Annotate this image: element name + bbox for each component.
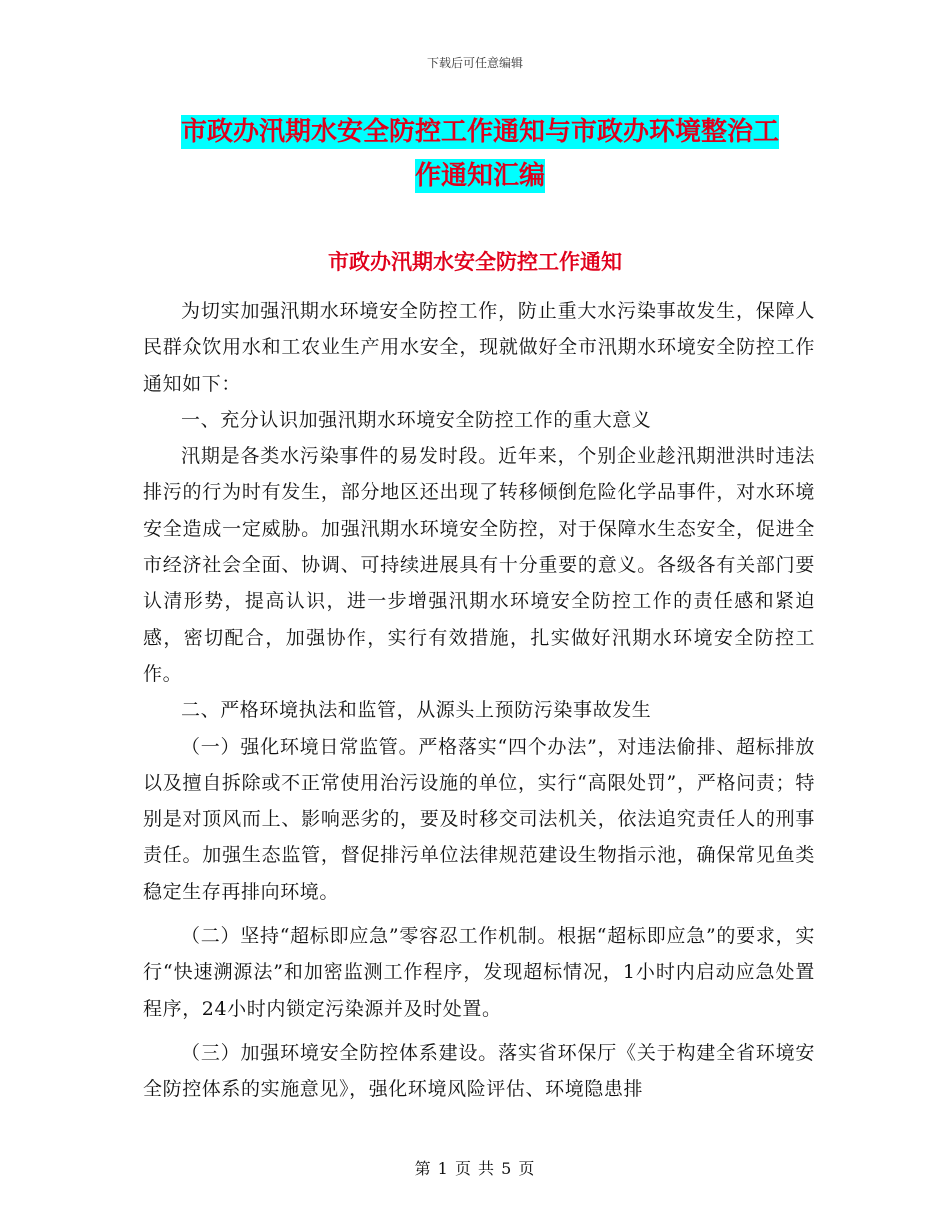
paragraph-intro: 为切实加强汛期水环境安全防控工作，防止重大水污染事故发生，保障人民群众饮用水和工农业生产用水安全，现就做好全市汛期水环境安全防控工作通知如下： [143, 300, 815, 395]
section-title: 市政办汛期水安全防控工作通知 [328, 250, 622, 274]
header-note: 下载后可任意编辑 [426, 56, 523, 70]
paragraph-2-3: （三）加强环境安全防控体系建设。落实省环保厅《关于构建全省环境安全防控体系的实施意见》，强化环境风险评估、环境隐患排 [143, 1041, 815, 1101]
paragraph-2-2: （二）坚持“超标即应急”零容忍工作机制。根据“超标即应急”的要求，实行“快速溯源法”和加密监测工作程序，发现超标情况，1小时内启动应急处置程序，24小时内锁定污染源并及时处置。 [143, 925, 815, 1020]
heading-2: 二、严格环境执法和监管，从源头上预防污染事故发生 [181, 699, 652, 722]
title-line-1: 市政办汛期水安全防控工作通知与市政办环境整治工 [180, 117, 779, 147]
page-footer: 第 1 页 共 5 页 [414, 1159, 536, 1178]
document-body [143, 293, 815, 1108]
heading-1: 一、充分认识加强汛期水环境安全防控工作的重大意义 [181, 408, 652, 431]
document-title [150, 110, 810, 198]
paragraph-2-1: （一）强化环境日常监管。严格落实“四个办法”，对违法偷排、超标排放以及擅自拆除或不正常使用治污设施的单位，实行“高限处罚”，严格问责；特别是对顶风而上、影响恶劣的，要及时移交司法机关，依法追究责任人的刑事责任。加强生态监管，督促排污单位法律规范建设生物指示池，确保常见鱼类稳定生存再排向环境。 [143, 735, 815, 903]
paragraph-1: 汛期是各类水污染事件的易发时段。近年来，个别企业趁汛期泄洪时违法排污的行为时有发生，部分地区还出现了转移倾倒危险化学品事件，对水环境安全造成一定威胁。加强汛期水环境安全防控，对于保障水生态安全，促进全市经济社会全面、协调、可持续进展具有十分重要的意义。各级各有关部门要认清形势，提高认识，进一步增强汛期水环境安全防控工作的责任感和紧迫感，密切配合，加强协作，实行有效措施，扎实做好汛期水环境安全防控工作。 [143, 445, 815, 685]
title-line-2: 作通知汇编 [414, 161, 545, 191]
